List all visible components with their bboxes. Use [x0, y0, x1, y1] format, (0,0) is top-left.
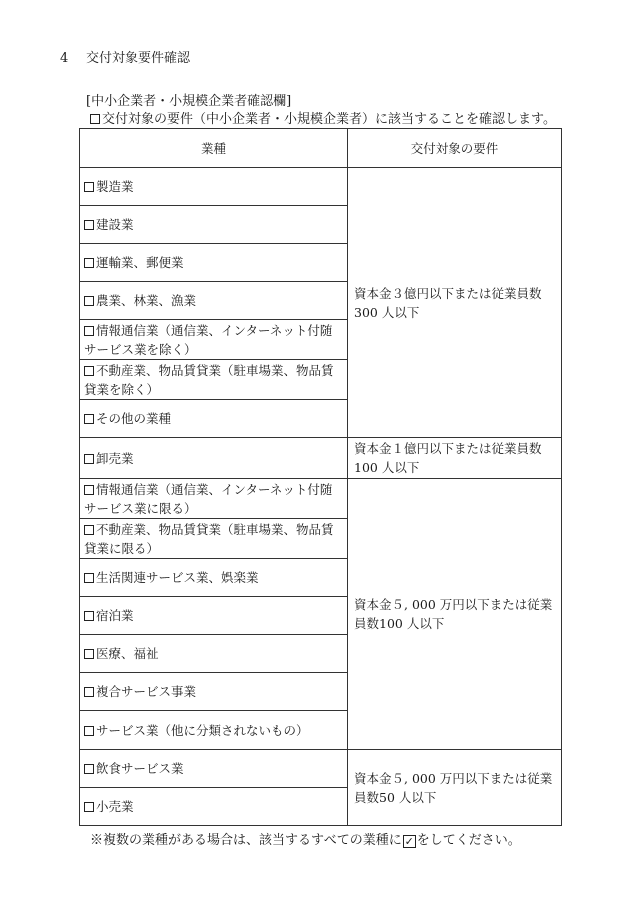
industry-cell[interactable]	[80, 479, 348, 519]
checkbox-icon[interactable]	[84, 485, 94, 495]
checkbox-icon[interactable]	[84, 802, 94, 812]
checkbox-icon[interactable]	[84, 258, 94, 268]
industry-label: 卸売業	[96, 450, 134, 466]
confirmation-field-label: [中小企業者・小規模企業者確認欄]	[86, 94, 292, 109]
table-row	[80, 438, 562, 479]
checkbox-icon[interactable]	[84, 454, 94, 464]
industry-cell[interactable]	[80, 206, 348, 244]
industry-label: 複合サービス事業	[96, 684, 197, 699]
header-industry: 業種	[80, 129, 348, 168]
eligibility-table	[79, 128, 562, 826]
header-requirement: 交付対象の要件	[348, 129, 562, 168]
checkbox-icon[interactable]	[84, 649, 94, 659]
checkbox-icon[interactable]	[84, 611, 94, 621]
footnote-text-after: をしてください。	[416, 833, 521, 848]
confirmation-checkbox-row[interactable]	[90, 108, 556, 127]
footnote-text-before: ※複数の業種がある場合は、該当するすべての業種に	[90, 833, 402, 848]
industry-label: 小売業	[96, 799, 134, 814]
industry-cell[interactable]	[80, 400, 348, 438]
table-header-row	[80, 129, 562, 168]
industry-cell[interactable]	[80, 244, 348, 282]
checkbox-icon[interactable]	[84, 182, 94, 192]
industry-label: その他の業種	[96, 411, 172, 426]
industry-cell[interactable]	[80, 597, 348, 635]
industry-cell[interactable]	[80, 635, 348, 673]
checkbox-icon[interactable]	[84, 573, 94, 583]
industry-label: 情報通信業（通信業、インターネット付随サービス業を除く）	[84, 322, 333, 357]
industry-label: 運輸業、郵便業	[96, 255, 184, 270]
section-heading	[60, 47, 190, 66]
industry-cell[interactable]	[80, 788, 348, 826]
industry-cell[interactable]	[80, 559, 348, 597]
confirmation-text: 交付対象の要件（中小企業者・小規模企業者）に該当することを確認します。	[102, 112, 556, 127]
requirement-cell: 資本金５, 000 万円以下または従業員数100 人以下	[348, 479, 562, 750]
checkbox-icon[interactable]	[90, 114, 100, 124]
checkbox-icon[interactable]	[84, 414, 94, 424]
industry-label: 建設業	[96, 217, 134, 232]
industry-label: 農業、林業、漁業	[96, 293, 197, 308]
industry-label: 飲食サービス業	[96, 761, 184, 776]
checkbox-icon[interactable]	[84, 220, 94, 230]
section-number: 4	[60, 51, 69, 66]
industry-label: 不動産業、物品賃貸業（駐車場業、物品賃貸業に限る）	[84, 521, 334, 556]
requirement-cell: 資本金５, 000 万円以下または従業員数50 人以下	[348, 750, 562, 826]
industry-cell[interactable]	[80, 673, 348, 711]
checkbox-icon[interactable]	[84, 326, 94, 336]
industry-cell[interactable]	[80, 711, 348, 750]
section-title: 交付対象要件確認	[86, 51, 191, 66]
footnote	[90, 829, 521, 848]
industry-cell[interactable]	[80, 320, 348, 360]
industry-label: 情報通信業（通信業、インターネット付随サービス業に限る）	[84, 481, 333, 516]
industry-label: サービス業（他に分類されないもの）	[96, 722, 309, 738]
industry-cell[interactable]	[80, 360, 348, 400]
checkbox-icon[interactable]	[84, 366, 94, 376]
table-row	[80, 168, 562, 206]
industry-cell[interactable]	[80, 438, 348, 479]
industry-cell[interactable]	[80, 282, 348, 320]
table-row	[80, 750, 562, 788]
industry-label: 生活関連サービス業、娯楽業	[96, 570, 259, 585]
industry-cell[interactable]	[80, 750, 348, 788]
checkbox-icon[interactable]	[84, 296, 94, 306]
industry-label: 宿泊業	[96, 608, 134, 623]
checked-box-icon: ✓	[404, 835, 414, 848]
industry-cell[interactable]	[80, 519, 348, 559]
requirement-cell: 資本金３億円以下または従業員数300 人以下	[348, 168, 562, 438]
table-body	[80, 168, 562, 826]
industry-label: 医療、福祉	[96, 646, 159, 661]
industry-label: 不動産業、物品賃貸業（駐車場業、物品賃貸業を除く）	[84, 362, 334, 397]
checkbox-icon[interactable]	[84, 726, 94, 736]
table-row	[80, 479, 562, 519]
checkbox-icon[interactable]	[84, 764, 94, 774]
checkbox-icon[interactable]	[84, 687, 94, 697]
industry-label: 製造業	[96, 179, 134, 194]
checkbox-icon[interactable]	[84, 525, 94, 535]
industry-cell[interactable]	[80, 168, 348, 206]
requirement-cell: 資本金１億円以下または従業員数100 人以下	[348, 438, 562, 479]
